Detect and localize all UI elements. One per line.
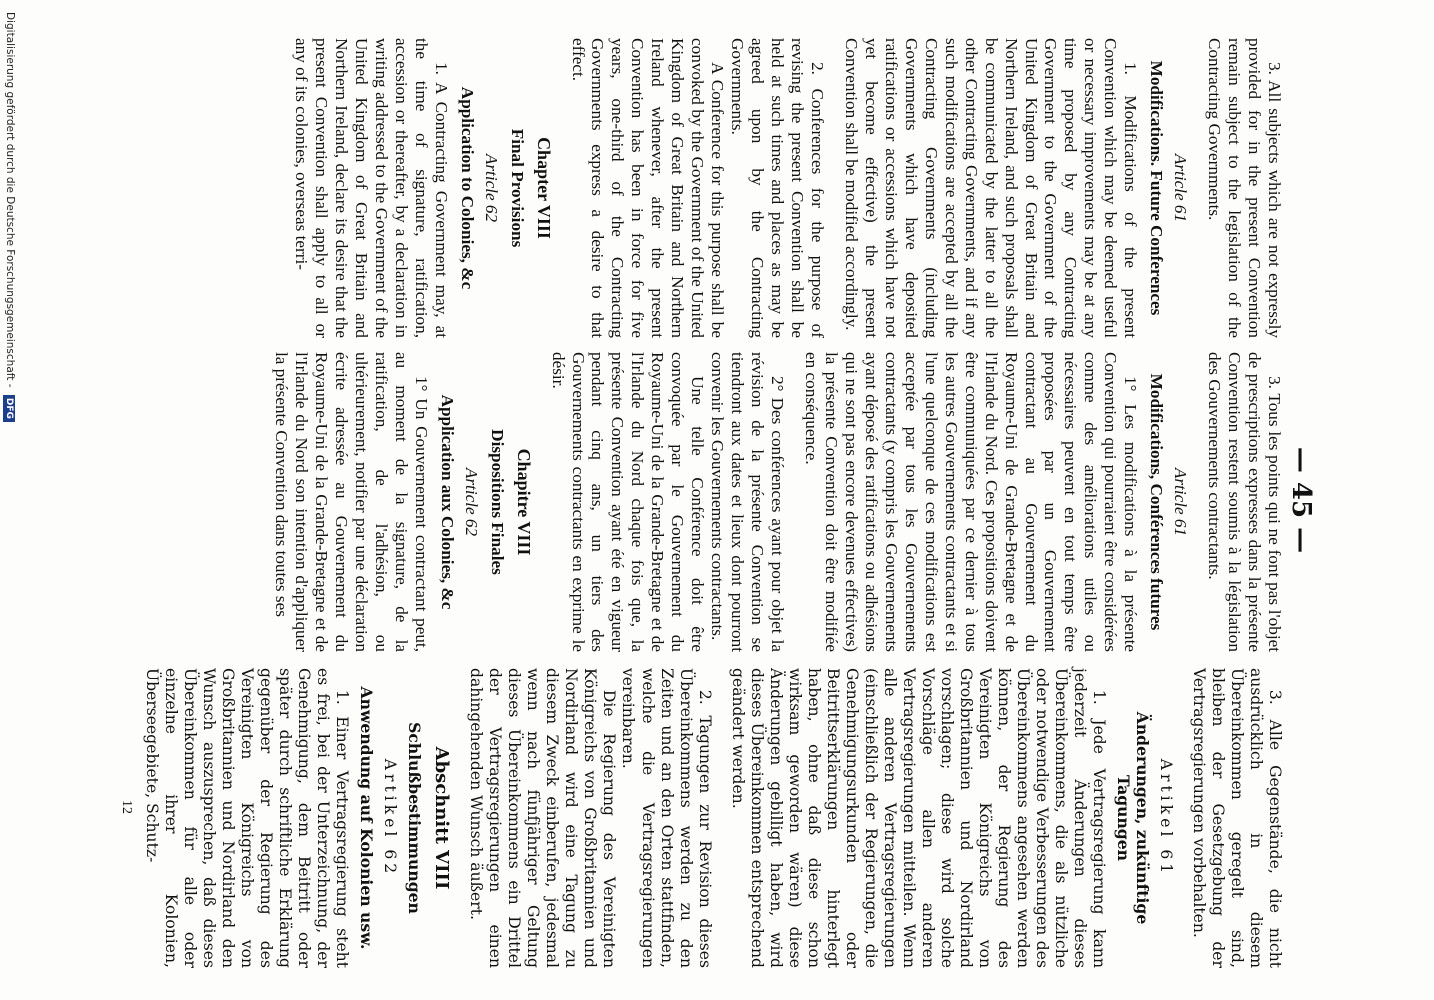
english-article-62-title: Application to Colonies, &c	[457, 86, 477, 290]
french-article-62-para-1: 1° Un Gouvernement contractant peut, au moment de la signature, de la ratification, de l'adhésion, ou ultérieurement, notifier par une déclaration écrite adressée au Gouvernement du Royaume-Uni de la Grande-Bretagne et de l'Irlande du Nord son intention d'appliquer la présente Convention dans toutes ses	[272, 352, 431, 652]
english-article-62-heading: Article 62	[481, 153, 501, 223]
english-article-61-para-2: 2. Conferences for the purpose of revising the present Convention shall be held at such times and places as may be agreed upon by the Contracting Governments.	[728, 38, 827, 338]
page-number: — 45 —	[1286, 446, 1316, 554]
german-article-61-para-2: 2. Tagungen zur Revision dieses Übereinkommens werden zu den Zeiten und an den Orten stattfinden, welche die Vertragsregierungen vereinbaren.	[619, 668, 714, 968]
english-chapter-title: Final Provisions	[507, 128, 527, 248]
footer-mark: 12	[119, 800, 134, 814]
funding-note-text: Digitalisierung gefördert durch die Deutsche Forschungsgemeinschaft -	[4, 12, 16, 388]
english-article-62-para-1: 1. A Contracting Government may, at the time of signature, ratification, accession or thereafter, by a declaration in writing addressed to the Government of the United Kingdom of Great Britain and Northern Ireland, declare its desire that the present Convention shall apply to all or any of its colonies, overseas terri-	[292, 38, 451, 338]
english-para-3: 3. All subjects which are not expressly provided for in the present Convention remain subject to the legislation of the Contracting Governments.	[1205, 38, 1284, 338]
english-article-61-heading: Article 61	[1171, 153, 1191, 223]
german-column	[142, 668, 1284, 968]
french-article-61-para-1: 1° Les modifications à la présente Convention qui pourraient être considérées comme des améliorations utiles ou nécessaires peuvent en tout temps être proposées par un Gouvernement contractant au Gouvernement du Royaume-Uni de Grande-Bretagne et de l'Irlande du Nord. Ces propositions doivent être communiquées par ce dernier à tous les autres Gouvernements contractants et si l'une quelconque de ces modifications est acceptée par tous les Gouvernements contractants (y compris les Gouvernements ayant déposé des ratifications ou adhésions qui ne sont pas encore devenues effectives) la présente Convention doit être modifiée en conséquence.	[802, 352, 1141, 652]
german-article-62-para-1: 1. Einer Vertragsregierung steht es frei, bei der Unterzeichnung, der Genehmigung, dem Beitritt oder später durch schriftliche Erklärung gegenüber der Regierung des Vereinigten Königreichs von Großbritannien und Nordirland den Wunsch auszusprechen, daß dieses Übereinkommen für alle oder einzelne ihrer Kolonien, Überseegebiete, Schutz-	[143, 668, 352, 968]
dfg-logo: DFG	[3, 395, 15, 422]
french-article-62-title: Application aux Colonies, &c	[437, 394, 457, 610]
german-article-61-title: Änderungen, zukünftige Tagungen	[1113, 711, 1152, 925]
french-article-62-heading: Article 62	[461, 467, 481, 537]
german-article-62-title: Anwendung auf Kolonien usw.	[357, 686, 377, 950]
english-column	[291, 38, 1284, 338]
french-article-61-para-3: Une telle Conférence doit être convoquée par le Gouvernement du Royaume-Uni de la Grande-Bretagne et de l'Irlande du Nord chaque fois que, la présente Convention ayant été en vigueur pendant cinq ans, un tiers des Gouvernements contractants en exprime le désir.	[548, 352, 708, 652]
french-chapter-heading: Chapitre VIII	[513, 448, 534, 556]
french-article-61-title: Modifications, Conférences futures	[1147, 373, 1167, 631]
french-para-3: 3. Tous les points qui ne font pas l'objet de prescriptions expresses dans la présente Convention restent soumis à la législation des Gouvernements contractants.	[1205, 352, 1284, 652]
german-para-3: 3. Alle Gegenstände, die nicht ausdrücklich in diesem Übereinkommen geregelt sind, bleiben der Gesetzgebung der Vertragsregierungen vorbehalten.	[1189, 668, 1284, 968]
german-article-61-para-1: 1. Jede Vertragsregierung kann jederzeit Änderungen dieses Übereinkommens, die als nützliche oder notwendige Verbesserungen des Übereinkommens angesehen werden können, der Regierung des Vereinigten Königreichs von Großbritannien und Nordirland vorschlagen; diese wird solche Vorschläge allen anderen Vertragsregierungen mitteilen. Wenn alle anderen Vertragsregierungen (einschließlich der Regierungen, die Genehmigungsurkunden oder Beitrittserklärungen hinterlegt haben, ohne daß diese schon wirksam geworden wären) diese Änderungen gebilligt haben, wird dieses Übereinkommen entsprechend geändert werden.	[728, 668, 1108, 968]
french-column	[271, 352, 1284, 652]
german-article-61-para-3: Die Regierung des Vereinigten Königreichs von Großbritannien und Nordirland wird eine Tagung zu diesem Zweck einberufen, jedesmal wenn nach fünfjähriger Geltung dieses Übereinkommens ein Drittel der Vertragsregierungen einen dahingehenden Wunsch äußert.	[467, 668, 619, 968]
english-chapter-heading: Chapter VIII	[533, 137, 554, 239]
english-article-61-para-1: 1. Modifications of the present Convention which may be deemed useful or necessary improvements may be at any time proposed by any Contracting Government to the Government of the United Kingdom of Great Britain and Northern Ireland, and such proposals shall be communicated by the latter to all the other Contracting Governments, and if any such modifications are accepted by all the Contracting Governments (including Governments which have deposited ratifications or accessions which have not yet become effective) the present Convention shall be modified accordingly.	[841, 38, 1141, 338]
funding-note	[3, 12, 16, 992]
french-article-61-heading: Article 61	[1171, 467, 1191, 537]
french-chapter-title: Dispositions Finales	[487, 429, 507, 575]
german-chapter-title: Schlußbestimmungen	[405, 722, 425, 914]
french-article-61-para-2: 2° Des conférences ayant pour objet la révision de la présente Convention se tiendront aux dates et lieux dont pourront convenir les Gouvernements contractants.	[708, 352, 788, 652]
german-article-62-heading: Artikel 62	[381, 758, 400, 878]
german-chapter-heading: Abschnitt VIII	[431, 746, 453, 890]
german-article-61-heading: Artikel 61	[1156, 758, 1175, 878]
english-article-61-para-3: A Conference for this purpose shall be convoked by the Government of the United Kingdom of Great Britain and Northern Ireland whenever, after the present Convention has been in force for five years, one-third of the Contracting Governments express a desire to that effect.	[568, 38, 728, 338]
english-article-61-title: Modifications. Future Conferences	[1147, 60, 1167, 316]
